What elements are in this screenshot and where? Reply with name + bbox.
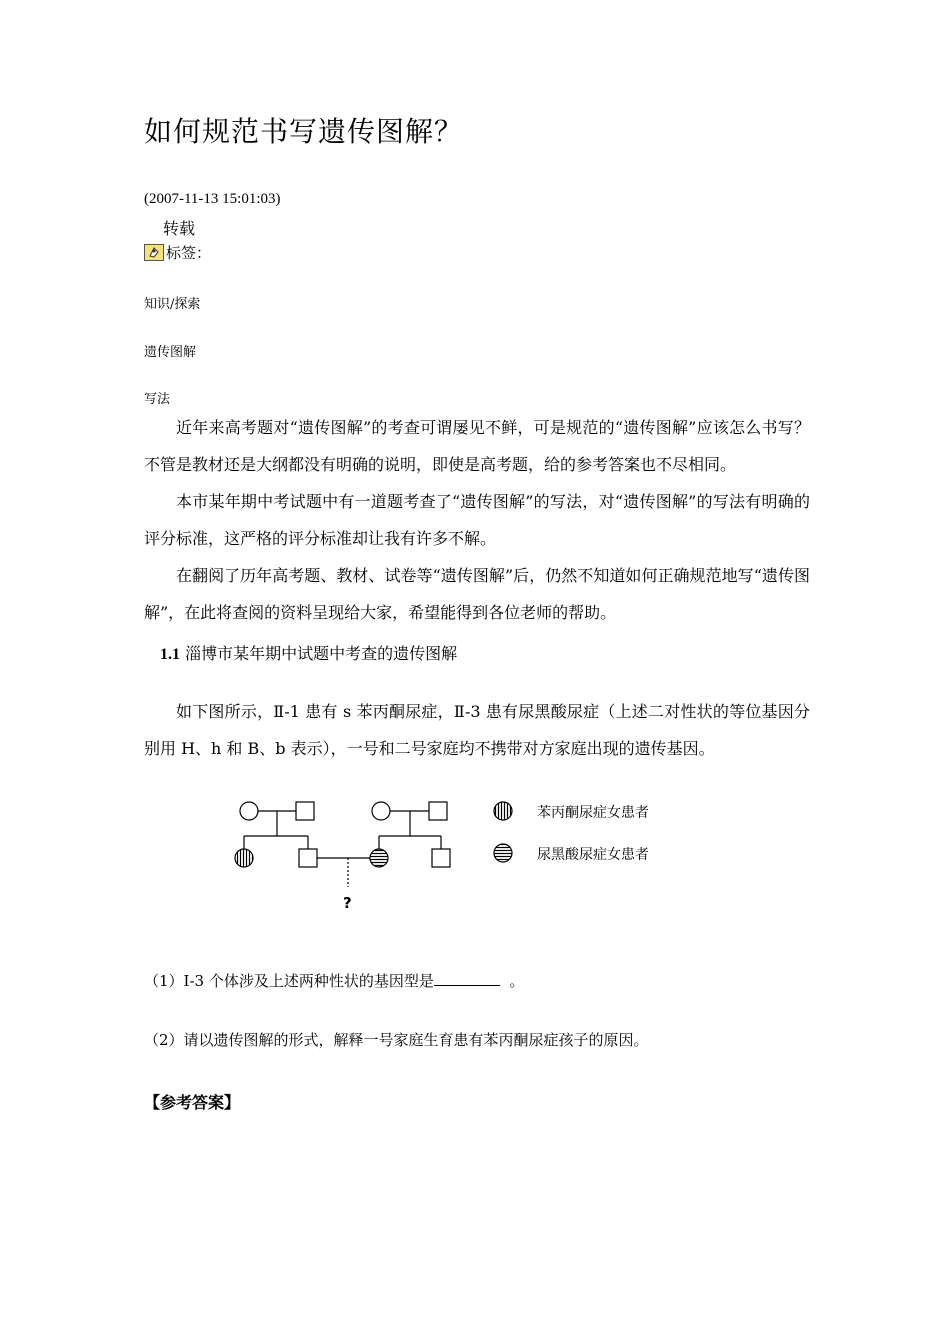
family1-mother xyxy=(240,802,258,820)
section-title: 淄博市某年期中试题中考查的遗传图解 xyxy=(185,644,458,663)
legend-label: 尿黑酸尿症女患者 xyxy=(537,847,649,863)
tags-label: 标签： xyxy=(166,244,212,262)
answer-heading: 【参考答案】 xyxy=(144,1093,241,1112)
question-1: （1）Ⅰ-3 个体涉及上述两种性状的基因型是 。 xyxy=(144,972,525,990)
repost-label: 转载 xyxy=(163,219,196,238)
family2-son xyxy=(432,849,450,867)
tag-link[interactable]: 知识/探索 xyxy=(144,297,201,312)
legend-horizontal-stripes xyxy=(494,844,512,862)
section-number: 1.1 xyxy=(160,646,180,663)
pedigree-diagram xyxy=(230,795,690,920)
family1-affected-daughter xyxy=(235,849,253,867)
answer-blank xyxy=(434,971,500,986)
page-title: 如何规范书写遗传图解？ xyxy=(144,115,464,148)
question-2: （2）请以遗传图解的形式，解释一号家庭生育患有苯丙酮尿症孩子的原因。 xyxy=(144,1031,649,1049)
unknown-offspring: ? xyxy=(343,894,352,912)
tag-link[interactable]: 遗传图解 xyxy=(144,345,197,360)
family2-mother xyxy=(372,802,390,820)
article-body xyxy=(144,409,810,631)
family2-affected-daughter xyxy=(370,849,388,867)
paragraph: 在翻阅了历年高考题、教材、试卷等“遗传图解”后，仍然不知道如何正确规范地写“遗传图解”，在此将查阅的资料呈现给大家，希望能得到各位老师的帮助。 xyxy=(144,566,810,622)
legend-vertical-stripes xyxy=(494,802,512,820)
family2-father xyxy=(429,802,447,820)
section-heading xyxy=(160,641,457,664)
tag-icon xyxy=(144,244,164,261)
problem-text: 如下图所示，Ⅱ-1 患有 s 苯丙酮尿症，Ⅱ-3 患有尿黑酸尿症（上述二对性状的等位基因分别用 H、h 和 B、b 表示），一号和二号家庭均不携带对方家庭出现的遗传基因。 xyxy=(144,702,810,758)
paragraph: 近年来高考题对“遗传图解”的考查可谓屡见不鲜，可是规范的“遗传图解”应该怎么书写？不管是教材还是大纲都没有明确的说明，即使是高考题，给的参考答案也不尽相同。 xyxy=(144,418,810,474)
family1-father xyxy=(296,802,314,820)
family1-son xyxy=(299,849,317,867)
tag-link[interactable]: 写法 xyxy=(144,392,171,407)
post-date: (2007-11-13 15:01:03) xyxy=(144,191,281,207)
legend-label: 苯丙酮尿症女患者 xyxy=(537,805,649,821)
tags-row xyxy=(144,242,211,263)
paragraph: 本市某年期中考试题中有一道题考查了“遗传图解”的写法，对“遗传图解”的写法有明确的评分标准，这严格的评分标准却让我有许多不解。 xyxy=(144,492,810,548)
